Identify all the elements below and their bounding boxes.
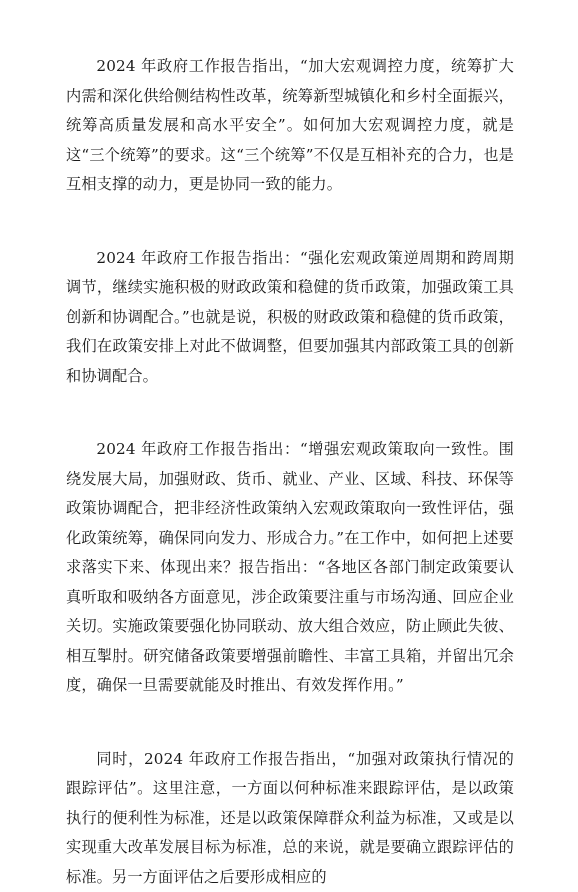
document-body xyxy=(66,52,514,892)
paragraph-policy-evaluation: 同时，2024 年政府工作报告指出，“加强对政策执行情况的跟踪评估”。这里注意，一方面以何种标准来跟踪评估，是以政策执行的便利性为标准，还是以政策保障群众利益为标准，又或是以实现重大改革发展目标为标准，总的来说，就是要确立跟踪评估的标准。另一方面评估之后要形成相应的 xyxy=(66,745,514,892)
paragraph-fiscal-monetary-policy: 2024 年政府工作报告指出：“强化宏观政策逆周期和跨周期调节，继续实施积极的财政政策和稳健的货币政策，加强政策工具创新和协调配合。”也就是说，积极的财政政策和稳健的货币政策，我们在政策安排上对此不做调整，但要加强其内部政策工具的创新和协调配合。 xyxy=(66,244,514,392)
paragraph-macro-control: 2024 年政府工作报告指出，“加大宏观调控力度，统筹扩大内需和深化供给侧结构性改革，统筹新型城镇化和乡村全面振兴，统筹高质量发展和高水平安全”。如何加大宏观调控力度，就是这“三个统筹”的要求。这“三个统筹”不仅是互相补充的合力，也是互相支撑的动力，更是协同一致的能力。 xyxy=(66,52,514,200)
paragraph-policy-consistency: 2024 年政府工作报告指出：“增强宏观政策取向一致性。围绕发展大局，加强财政、货币、就业、产业、区域、科技、环保等政策协调配合，把非经济性政策纳入宏观政策取向一致性评估，强化政策统筹，确保同向发力、形成合力。”在工作中，如何把上述要求落实下来、体现出来？报告指出：“各地区各部门制定政策要认真听取和吸纳各方面意见，涉企政策要注重与市场沟通、回应企业关切。实施政策要强化协同联动、放大组合效应，防止顾此失彼、相互掣肘。研究储备政策要增强前瞻性、丰富工具箱，并留出冗余度，确保一旦需要就能及时推出、有效发挥作用。” xyxy=(66,435,514,701)
